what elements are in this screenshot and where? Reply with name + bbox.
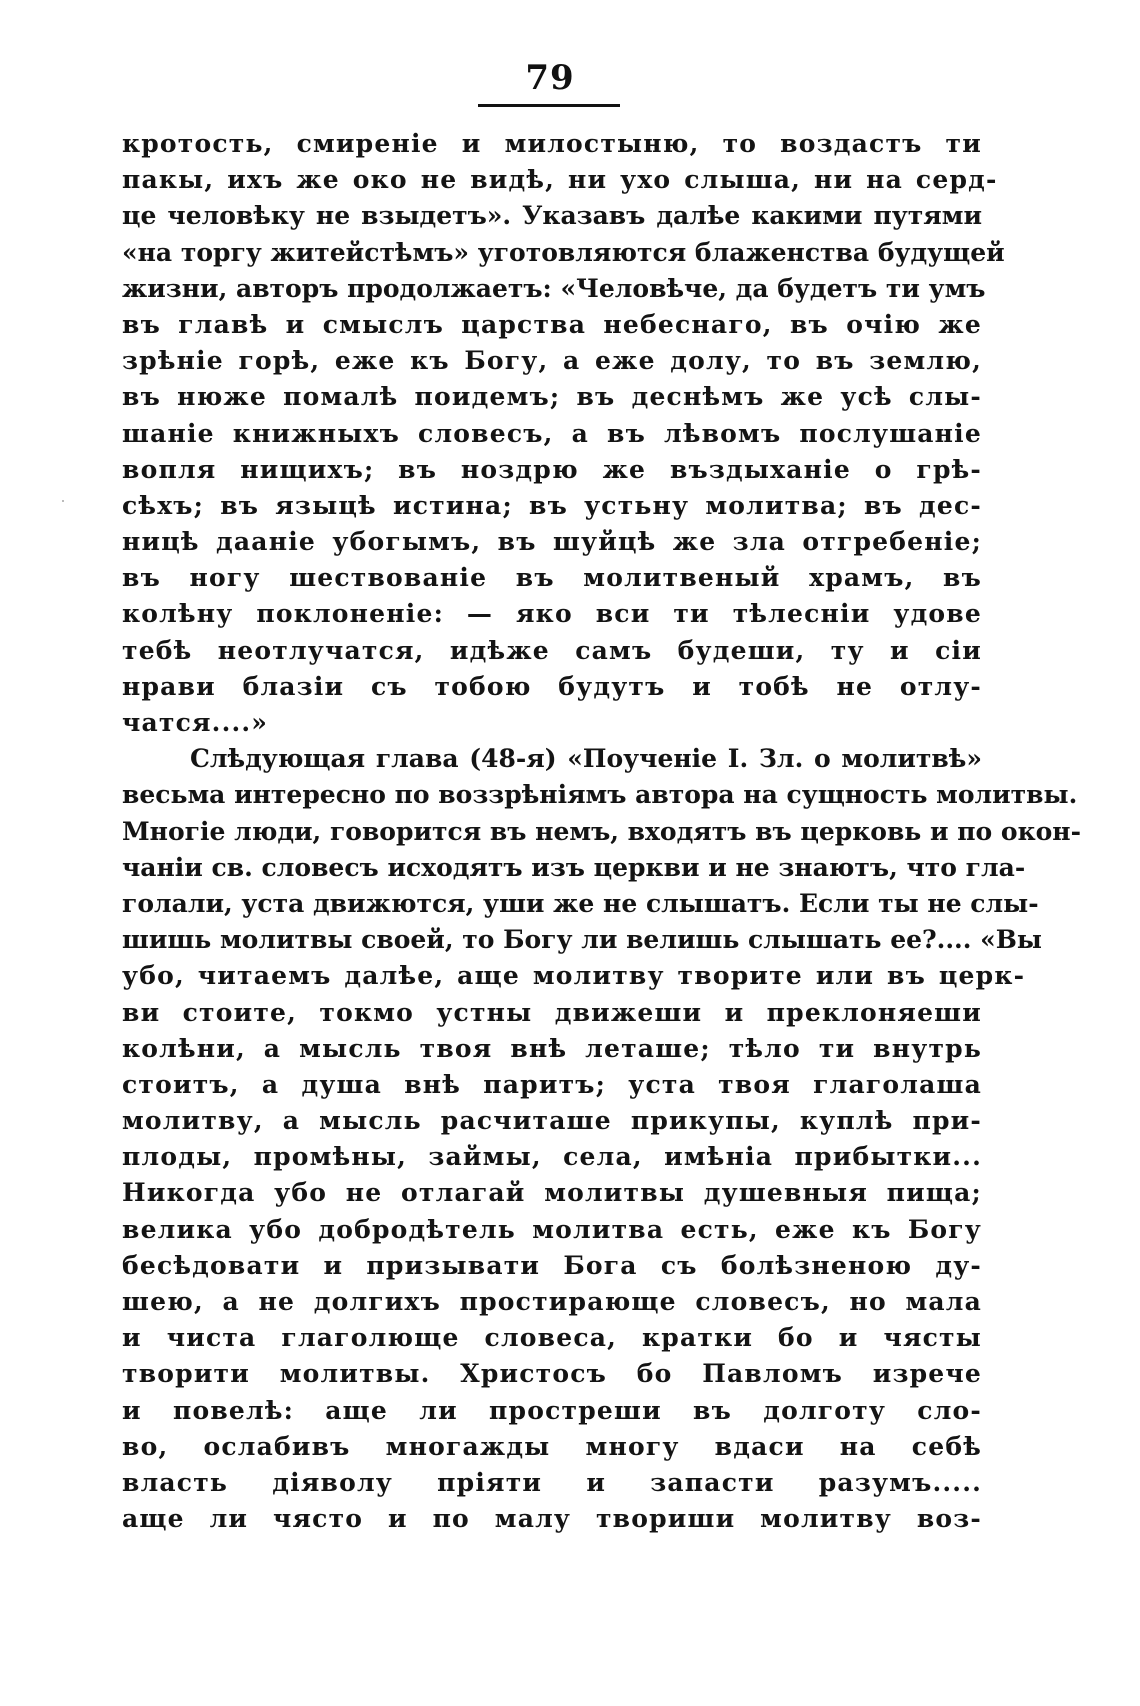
text-line: во, ослабивъ многажды многу вдаси на себѣ — [122, 1431, 982, 1461]
text-line: и чиста глаголюще словеса, кратки бо и чясты — [122, 1323, 982, 1353]
text-line: ницѣ дааніе убогымъ, въ шуйцѣ же зла отгребеніе; — [122, 527, 982, 557]
text-line: колѣну поклоненіе: — яко вси ти тѣлесніи удове — [122, 599, 982, 629]
text-line: сѣхъ; въ языцѣ истина; въ устьну молитва; въ дес- — [122, 490, 982, 520]
text-line: зрѣніе горѣ, еже къ Богу, а еже долу, то въ землю, — [122, 346, 982, 376]
text-line: и повелѣ: аще ли простреши въ долготу сло- — [122, 1395, 982, 1425]
text-line: Слѣдующая глава (48-я) «Поученіе І. Зл. о молитвѣ» — [190, 744, 982, 774]
text-line: въ ногу шествованіе въ молитвеный храмъ, въ — [122, 563, 982, 593]
text-line: ви стоите, токмо устны движеши и преклоняеши — [122, 997, 982, 1027]
text-line: кротость, смиреніе и милостыню, то воздастъ ти — [122, 129, 982, 158]
text-line: творити молитвы. Христосъ бо Павломъ изрече — [122, 1359, 982, 1389]
text-line: чатся....» — [122, 708, 269, 737]
text-line: аще ли чясто и по малу твориши молитву воз- — [122, 1504, 982, 1534]
text-line: шаніе книжныхъ словесъ, а въ лѣвомъ послушаніе — [122, 418, 982, 448]
margin-speck — [62, 500, 64, 502]
text-line: весьма интересно по воззрѣніямъ автора на сущность молитвы. — [122, 780, 1078, 810]
text-line: Многіе люди, говорится въ немъ, входятъ въ церковь и по окон- — [122, 816, 1081, 846]
text-line: шею, а не долгихъ простирающе словесъ, но мала — [122, 1287, 982, 1316]
text-line: чаніи св. словесъ исходятъ изъ церкви и не знаютъ, что гла- — [122, 852, 1026, 882]
text-line: жизни, авторъ продолжаетъ: «Человѣче, да будетъ ти умъ — [122, 273, 986, 303]
text-line: молитву, а мысль расчиташе прикупы, куплѣ при- — [122, 1106, 982, 1136]
text-line: въ главѣ и смыслъ царства небеснаго, въ очію же — [122, 309, 982, 339]
text-line: шишь молитвы своей, то Богу ли велишь слышать ее?.... «Вы — [122, 925, 1042, 955]
text-line: велика убо добродѣтель молитва есть, еже къ Богу — [122, 1214, 982, 1244]
text-line: вопля нищихъ; въ ноздрю же въздыханіе о грѣ- — [122, 454, 982, 484]
header-rule — [478, 104, 620, 107]
page-number: 79 — [525, 58, 575, 98]
text-line: власть діяволу пріяти и запасти разумъ..... — [122, 1467, 982, 1497]
body-text — [122, 126, 1081, 1537]
text-line: колѣни, а мысль твоя внѣ леташе; тѣло ти внутрь — [122, 1033, 982, 1063]
text-line: въ нюже помалѣ поидемъ; въ деснѣмъ же усѣ слы- — [122, 382, 982, 412]
text-line: Никогда убо не отлагай молитвы душевныя пища; — [122, 1178, 982, 1208]
text-line: стоитъ, а душа внѣ паритъ; уста твоя глаголаша — [122, 1069, 982, 1099]
text-line: нрави блазіи съ тобою будутъ и тобѣ не отлу- — [122, 671, 982, 701]
text-line: голали, уста движются, уши же не слышатъ. Если ты не слы- — [122, 888, 1039, 918]
text-line: це человѣку не взыдетъ». Указавъ далѣе какими путями — [122, 201, 982, 231]
text-line: убо, читаемъ далѣе, аще молитву творите или въ церк- — [122, 961, 1026, 991]
text-line: тебѣ неотлучатся, идѣже самъ будеши, ту и сіи — [122, 635, 982, 665]
text-line: плоды, промѣны, займы, села, имѣніа прибытки... — [122, 1142, 982, 1172]
text-line: пакы, ихъ же око не видѣ, ни ухо слыша, ни на серд- — [122, 165, 998, 195]
text-line: бесѣдовати и призывати Бога съ болѣзненою ду- — [122, 1250, 982, 1280]
text-line: «на торгу житейстѣмъ» уготовляются блаженства будущей — [122, 237, 1005, 267]
